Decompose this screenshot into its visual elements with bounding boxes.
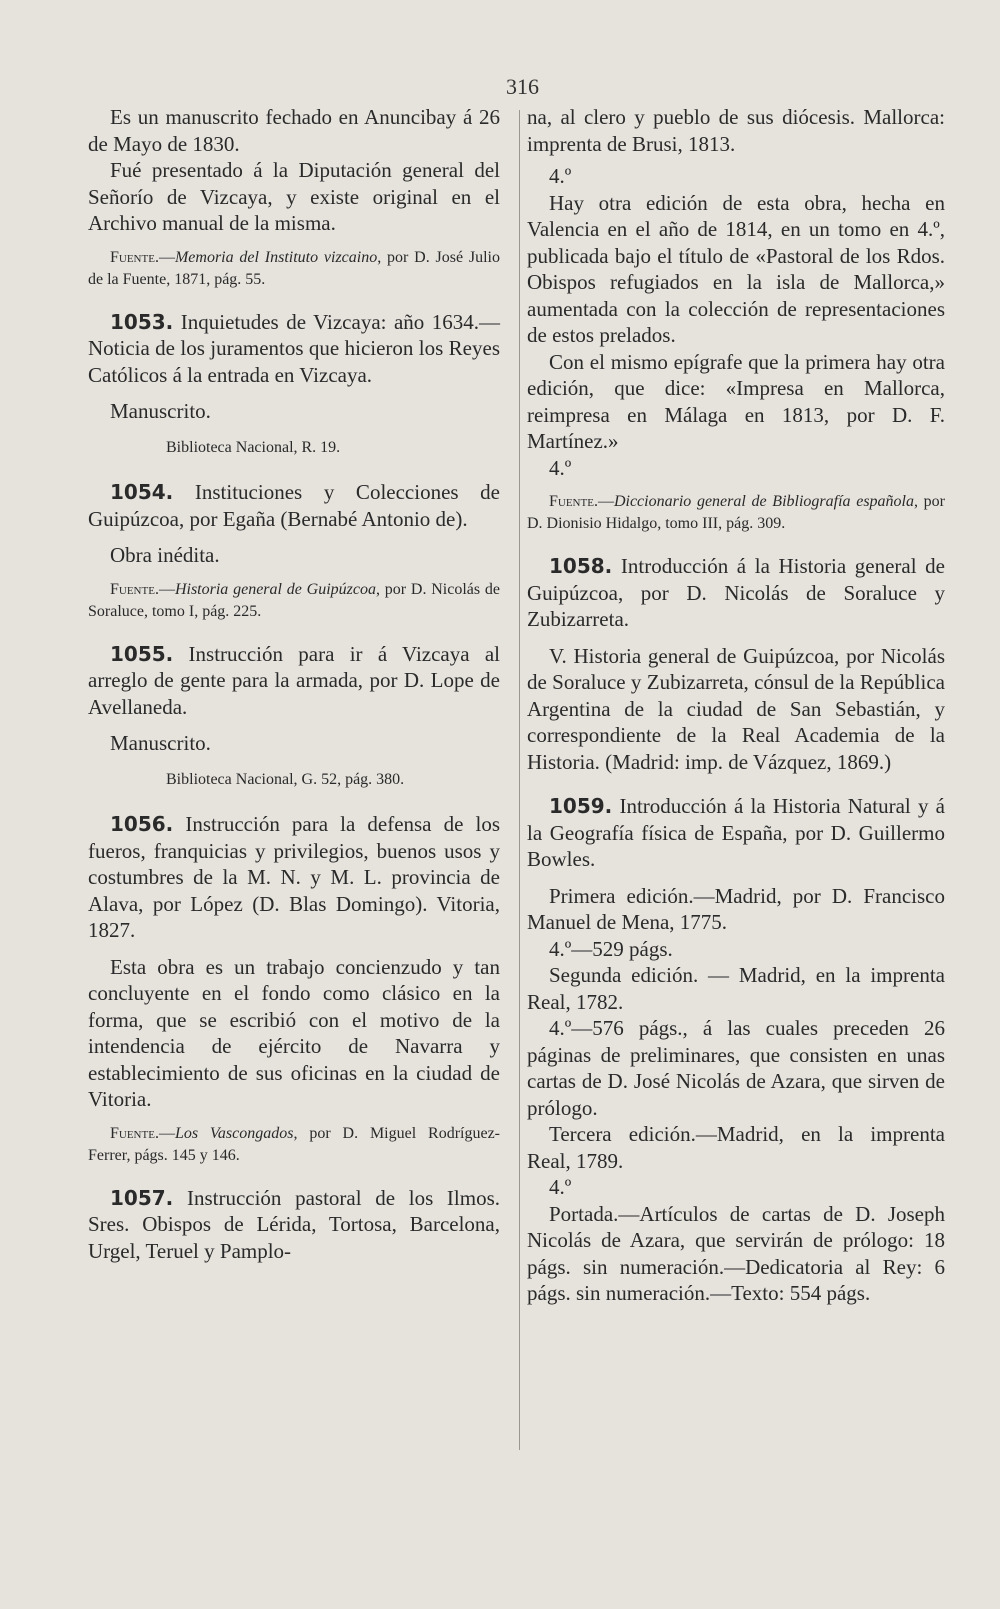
entry-number: 1057.	[110, 1185, 174, 1210]
entry-source: Fuente.—Historia general de Guipúzcoa, por D. Nicolás de Soraluce, tomo I, pág. 225.	[88, 580, 501, 620]
entry-number: 1056.	[110, 812, 174, 836]
source-title: Los Vascongados	[174, 1124, 294, 1142]
source-title: Diccionario general de Bibliografía española	[613, 493, 914, 510]
source-label: Fuente.	[549, 493, 598, 510]
entry-1059	[527, 793, 945, 1307]
entry-title: Instrucción para la defensa de los fueros, franquicias y privilegios, buenos usos y costumbres de la M. N. y M. L. provincia de Alava, por López (D. Blas Domingo). Vitoria, 1827.	[88, 812, 501, 942]
right-column	[527, 104, 945, 1307]
left-column	[88, 104, 500, 1264]
entry-1057	[88, 1185, 500, 1265]
entry-description: V. Historia general de Guipúzcoa, por Nicolás de Soraluce y Zubizarreta, cónsul de la República Argentina de la ciudad de San Sebastián, y correspondiente de la Real Academia de la Historia. (Madrid: imp. de Vázquez, 1869.)	[527, 643, 945, 774]
format-line: 4.º	[549, 164, 572, 188]
source-details: , por D. Dionisio Hidalgo, tomo III, pág. 309.	[527, 493, 946, 532]
entry-number: 1055.	[110, 641, 174, 666]
entry-source: Fuente.—Diccionario general de Bibliografía española, por D. Dionisio Hidalgo, tomo III, pág. 309.	[527, 493, 946, 532]
entry-title: Instituciones y Colecciones de Guipúzcoa, por Egaña (Bernabé Antonio de).	[88, 480, 500, 531]
entry-location: Biblioteca Nacional, R. 19.	[166, 438, 341, 456]
entry-description: Esta obra es un trabajo concienzudo y tan concluyente en el fondo como clásico en la forma, que se escribió con el motivo de la intendencia de ejército de Navarra y establecimiento de sus oficinas en la ciudad de Vitoria.	[88, 954, 500, 1111]
format-line: 4.º	[549, 455, 572, 480]
column-divider	[519, 110, 520, 1450]
edition-3-format: 4.º	[549, 1175, 572, 1199]
entry-title: Instrucción pastoral de los Ilmos. Sres. Obispos de Lérida, Tortosa, Barcelona, Urgel, Teruel y Pamplo-	[88, 1185, 501, 1263]
source-label: Fuente.	[110, 580, 159, 598]
entry-title: Introducción á la Historia Natural y á la Geografía física de España, por D. Guillermo Bowles.	[527, 794, 946, 871]
entry-title: Inquietudes de Vizcaya: año 1634.—Noticia de los juramentos que hicieron los Reyes Católicos á la entrada en Vizcaya.	[88, 309, 500, 387]
edition-1: Primera edición.—Madrid, por D. Francisco Manuel de Mena, 1775.	[527, 883, 945, 934]
source-label: Fuente.	[110, 248, 159, 266]
entry-title: Introducción á la Historia general de Guipúzcoa, por D. Nicolás de Soraluce y Zubizarreta.	[527, 554, 946, 631]
entry-location: Biblioteca Nacional, G. 52, pág. 380.	[166, 770, 405, 788]
entry-number: 1058.	[549, 554, 613, 578]
entry-1058	[527, 553, 945, 775]
entry-number: 1053.	[110, 309, 174, 334]
entry-1053	[88, 309, 500, 462]
entry-1055	[88, 641, 500, 794]
edition-paragraph-1: Hay otra edición de esta obra, hecha en Valencia en el año de 1814, en un tomo en 4.º, publicada bajo el título de «Pastoral de los Rdos. Obispos refugiados en la isla de Mallorca,» aumentada con la colección de representaciones de estos prelados.	[527, 190, 945, 347]
intro-paragraph-2: Fué presentado á la Diputación general del Señorío de Vizcaya, y existe original en el Archivo manual de la misma.	[88, 158, 500, 235]
edition-2: Segunda edición. — Madrid, en la imprenta Real, 1782.	[527, 963, 945, 1014]
portada-description: Portada.—Artículos de cartas de D. Joseph Nicolás de Azara, que servirán de prólogo: 18 págs. sin numeración.—Dedicatoria al Rey: 6 págs. sin numeración.—Texto: 554 págs.	[527, 1201, 945, 1305]
edition-paragraph-2: Con el mismo epígrafe que la primera hay otra edición, que dice: «Impresa en Mallorca, reimpresa en Málaga en 1813, por D. F. Martínez.»	[527, 349, 945, 453]
edition-1-format: 4.º—529 págs.	[549, 936, 673, 961]
source-details: , por D. Miguel Rodríguez-Ferrer, págs. 145 y 146.	[88, 1124, 501, 1164]
edition-2-format: 4.º—576 págs., á las cuales preceden 26 páginas de preliminares, que consisten en unas cartas de D. José Nicolás de Azara, que sirven de prólogo.	[527, 1016, 945, 1120]
source-title: Historia general de Guipúzcoa	[174, 580, 376, 598]
entry-1057-continuation: na, al clero y pueblo de sus diócesis. Mallorca: imprenta de Brusi, 1813.	[527, 105, 945, 156]
entry-1056	[88, 811, 500, 1167]
source-title: Memoria del Instituto vizcaino	[174, 248, 378, 266]
intro-source: Fuente.—Memoria del Instituto vizcaino, por D. José Julio de la Fuente, 1871, pág. 55.	[88, 248, 501, 288]
entry-note: Manuscrito.	[110, 399, 211, 423]
entry-number: 1054.	[110, 480, 174, 504]
intro-paragraph-1: Es un manuscrito fechado en Anuncibay á 26 de Mayo de 1830.	[88, 105, 500, 156]
entry-number: 1059.	[549, 794, 613, 818]
entry-title: Instrucción para ir á Vizcaya al arreglo de gente para la armada, por D. Lope de Avellaneda.	[88, 641, 500, 719]
edition-3: Tercera edición.—Madrid, en la imprenta Real, 1789.	[527, 1122, 945, 1173]
entry-1054	[88, 479, 500, 623]
source-details: , por D. José Julio de la Fuente, 1871, pág. 55.	[88, 248, 501, 288]
entry-source: Fuente.—Los Vascongados, por D. Miguel Rodríguez-Ferrer, págs. 145 y 146.	[88, 1124, 501, 1164]
page-number: 316	[506, 74, 539, 99]
source-details: , por D. Nicolás de Soraluce, tomo I, pág. 225.	[88, 580, 501, 620]
source-label: Fuente.	[110, 1124, 159, 1142]
entry-note: Manuscrito.	[110, 731, 211, 755]
entry-note: Obra inédita.	[110, 543, 220, 567]
